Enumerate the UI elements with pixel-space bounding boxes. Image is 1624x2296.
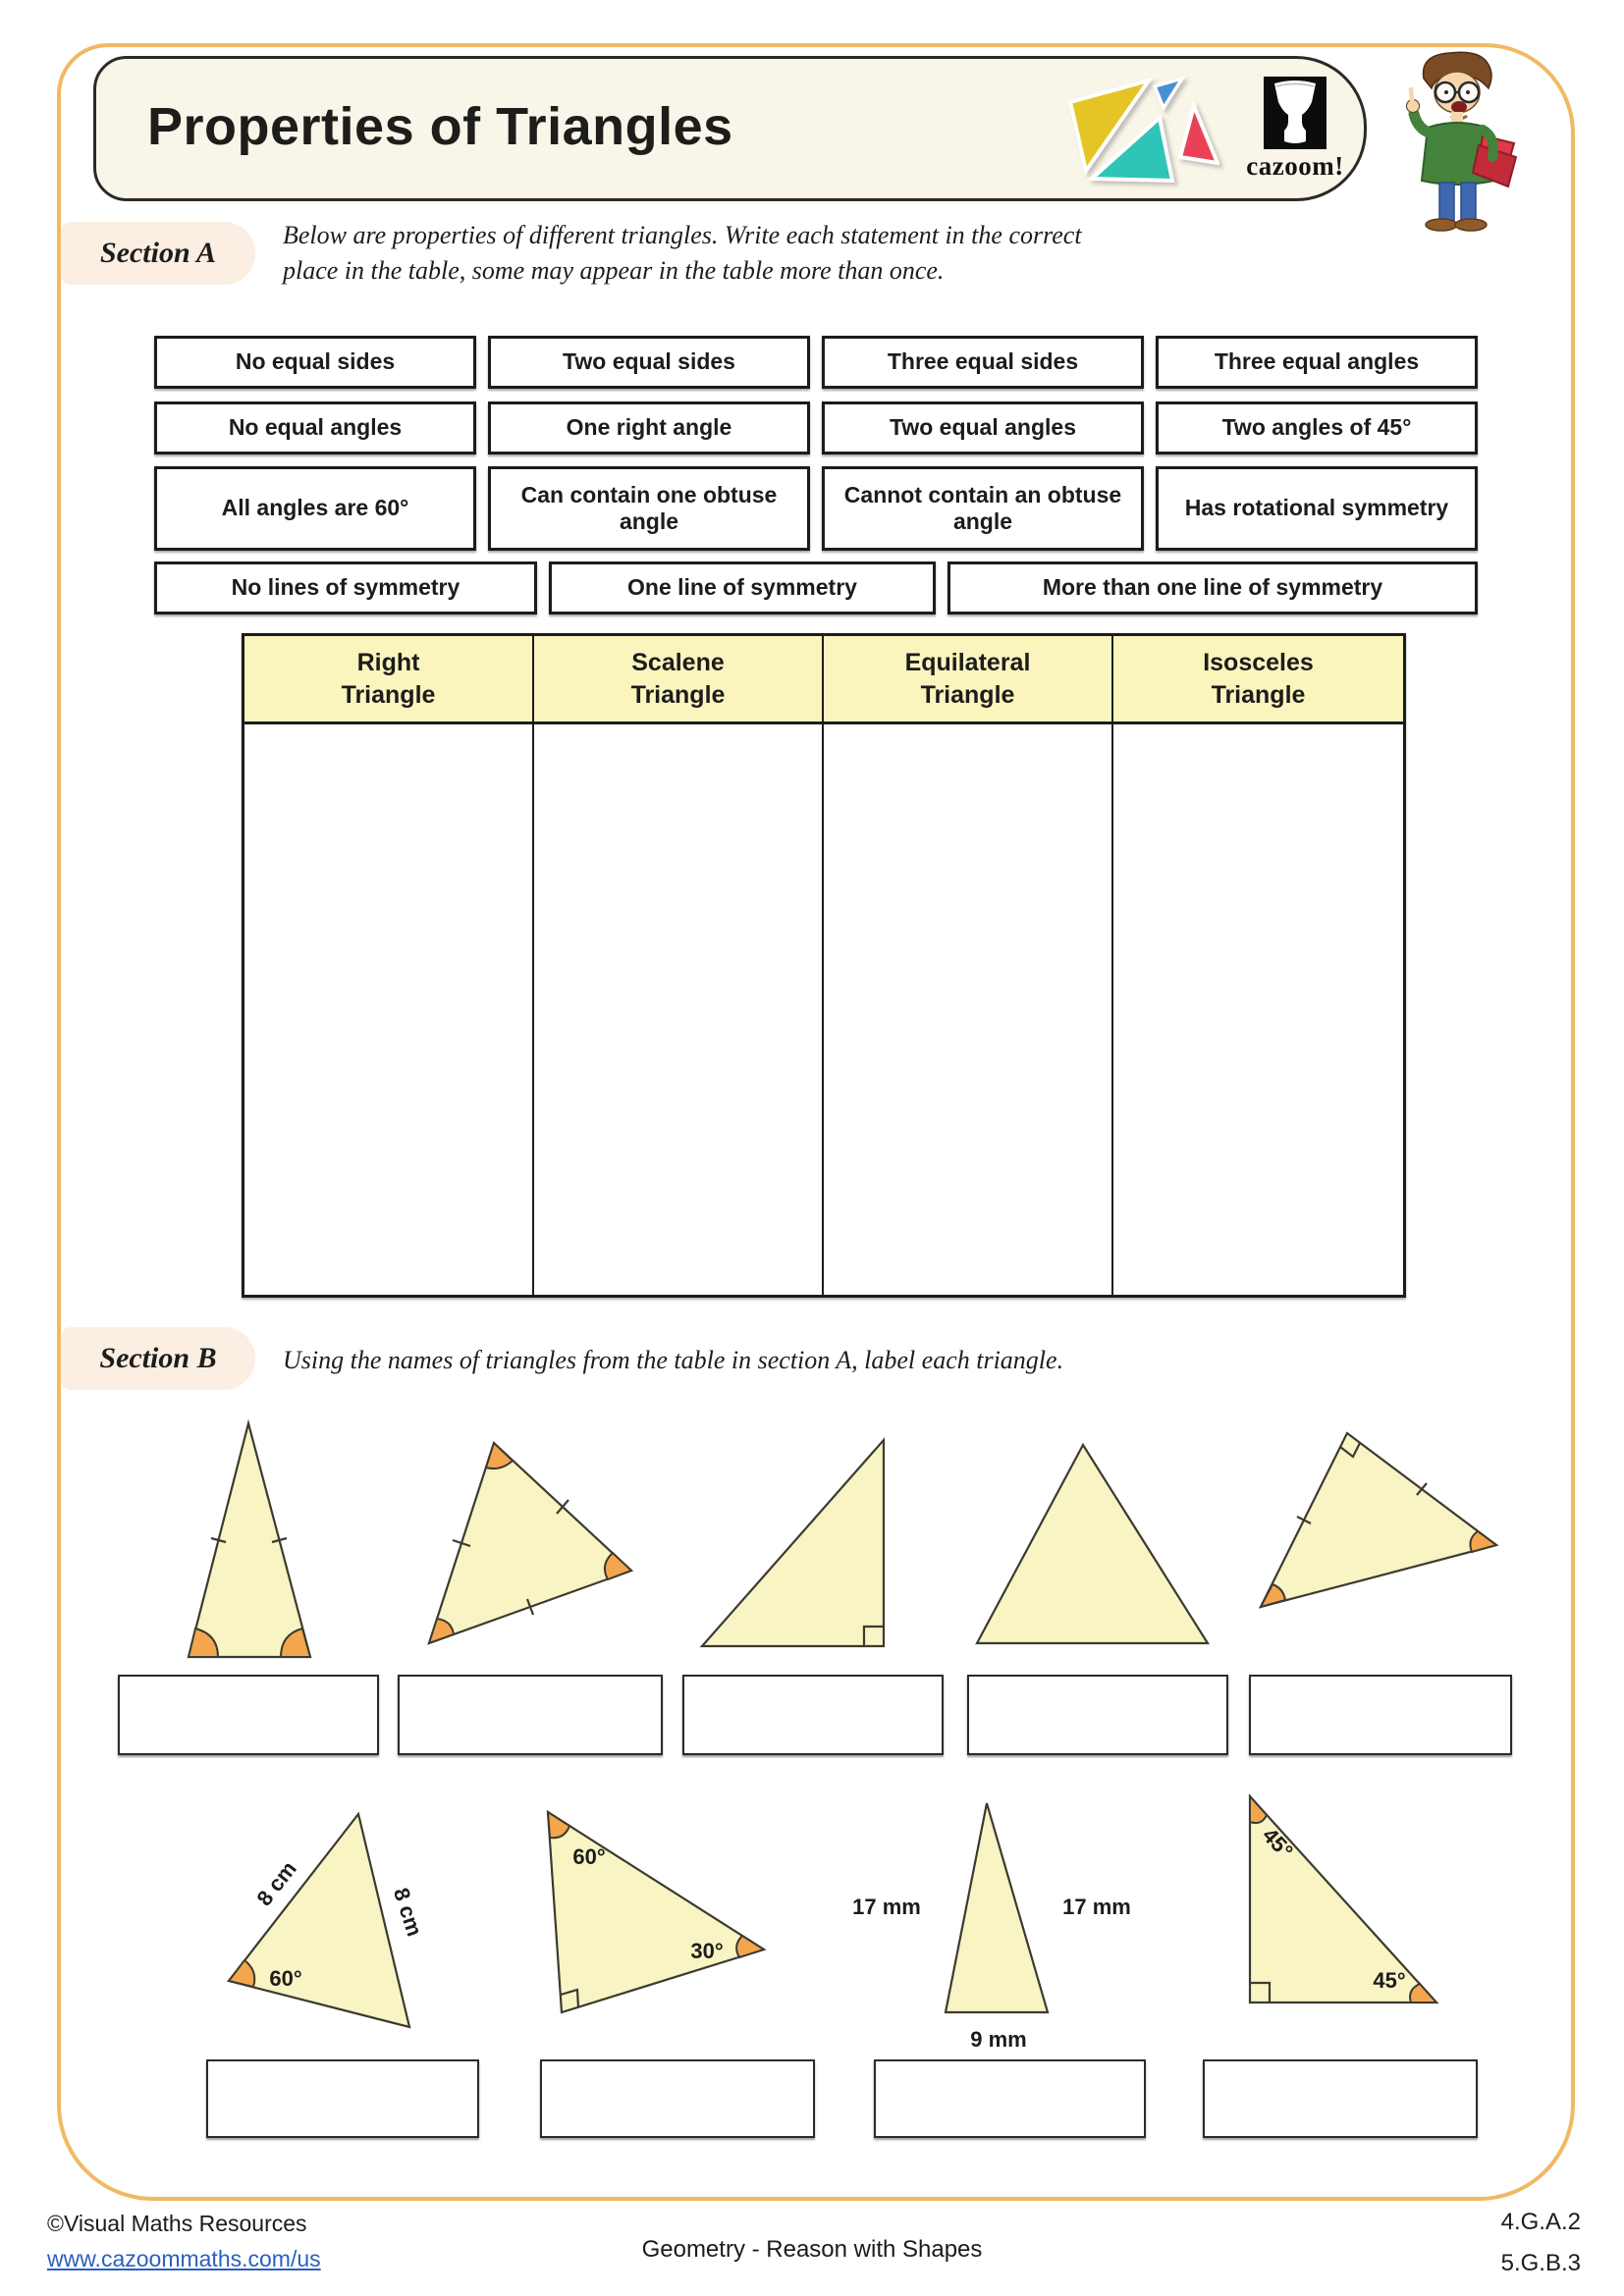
table-header-line: Triangle	[630, 680, 726, 709]
table-header-line: Right	[356, 649, 420, 676]
side-length-label: 9 mm	[970, 2027, 1027, 2052]
property-card: Cannot contain an obtuse angle	[822, 466, 1144, 551]
table-header-right-triangle	[244, 636, 534, 724]
side-length-label: 17 mm	[852, 1895, 921, 1919]
equilateral-triangle-figure	[398, 1415, 663, 1669]
table-header-line: Isosceles	[1203, 649, 1314, 676]
answer-box[interactable]	[118, 1675, 379, 1755]
section-b-label: Section B	[61, 1327, 255, 1390]
section-a-instruction-line1: Below are properties of different triangles. Write each statement in the correct	[283, 221, 1082, 249]
property-card: Three equal angles	[1156, 336, 1478, 389]
section-a-label: Section A	[61, 222, 255, 285]
angle-label: 45°	[1257, 1822, 1298, 1864]
footer-topic-text: Geometry - Reason with Shapes	[641, 2236, 983, 2263]
table-header-line: Equilateral	[904, 649, 1031, 676]
standard-code-2: 5.G.B.3	[1500, 2250, 1581, 2276]
table-header-line: Triangle	[341, 680, 436, 709]
table-header-line: Triangle	[920, 680, 1015, 709]
property-card: No lines of symmetry	[154, 561, 537, 614]
table-header-equilateral-triangle	[824, 636, 1113, 724]
answer-box[interactable]	[967, 1675, 1228, 1755]
answer-box[interactable]	[1203, 2059, 1478, 2138]
side-length-label: 8 cm	[388, 1885, 428, 1940]
cazoom-logo	[1229, 77, 1361, 182]
angle-label: 30°	[690, 1939, 724, 1963]
property-card: No equal angles	[154, 401, 476, 454]
website-link[interactable]: www.cazoommaths.com/us	[47, 2246, 321, 2271]
side-length-label: 17 mm	[1062, 1895, 1131, 1919]
angle-label: 60°	[269, 1966, 302, 1991]
property-card: More than one line of symmetry	[947, 561, 1478, 614]
property-card: Has rotational symmetry	[1156, 466, 1478, 551]
right-isosceles-triangle-figure	[1249, 1415, 1512, 1669]
isosceles-triangle-figure	[118, 1415, 379, 1669]
section-b-instructions: Using the names of triangles from the table in section A, label each triangle.	[283, 1346, 1064, 1374]
property-card: Two angles of 45°	[1156, 401, 1478, 454]
teacher-mascot-icon	[1373, 47, 1542, 234]
standard-code-1: 4.G.A.2	[1500, 2209, 1581, 2235]
scalene-triangle-figure	[967, 1415, 1228, 1669]
table-answer-column-isosceles[interactable]	[1113, 724, 1403, 1295]
property-card: Two equal sides	[488, 336, 810, 389]
sorting-table	[242, 633, 1406, 1298]
copyright-text: ©Visual Maths Resources	[47, 2211, 307, 2236]
angle-label: 45°	[1373, 1968, 1406, 1993]
answer-box[interactable]	[874, 2059, 1146, 2138]
triangle-8cm-60deg-figure	[201, 1785, 496, 2045]
side-length-label: 8 cm	[251, 1856, 301, 1911]
property-card: Three equal sides	[822, 336, 1144, 389]
property-card: One line of symmetry	[549, 561, 936, 614]
answer-box[interactable]	[1249, 1675, 1512, 1755]
property-card: No equal sides	[154, 336, 476, 389]
cazoom-wordmark: cazoom!	[1246, 151, 1344, 181]
answer-box[interactable]	[398, 1675, 663, 1755]
section-a-instruction-line2: place in the table, some may appear in the table more than once.	[283, 255, 945, 285]
answer-box[interactable]	[540, 2059, 815, 2138]
table-header-line: Scalene	[631, 649, 725, 676]
answer-box[interactable]	[682, 1675, 944, 1755]
triangle-45-45-right-figure	[1203, 1779, 1478, 2054]
property-card: Can contain one obtuse angle	[488, 466, 810, 551]
section-a-instructions	[283, 218, 1304, 289]
answer-box[interactable]	[206, 2059, 479, 2138]
right-triangle-figure	[682, 1415, 944, 1669]
page-title: Properties of Triangles	[147, 97, 733, 156]
table-header-line: Triangle	[1211, 680, 1306, 709]
triangle-17mm-9mm-figure	[839, 1782, 1144, 2056]
table-answer-column-equilateral[interactable]	[824, 724, 1113, 1295]
triangle-60-30-right-figure	[481, 1785, 776, 2045]
property-card: All angles are 60°	[154, 466, 476, 551]
table-answer-column-scalene[interactable]	[534, 724, 824, 1295]
drum-icon	[1264, 77, 1326, 149]
table-header-scalene-triangle	[534, 636, 824, 724]
title-bar	[93, 56, 1367, 201]
angle-label: 60°	[572, 1844, 606, 1869]
property-card: One right angle	[488, 401, 810, 454]
triangles-decoration-icon	[1064, 71, 1219, 192]
table-answer-column-right[interactable]	[244, 724, 534, 1295]
table-header-isosceles-triangle	[1113, 636, 1403, 724]
property-card: Two equal angles	[822, 401, 1144, 454]
